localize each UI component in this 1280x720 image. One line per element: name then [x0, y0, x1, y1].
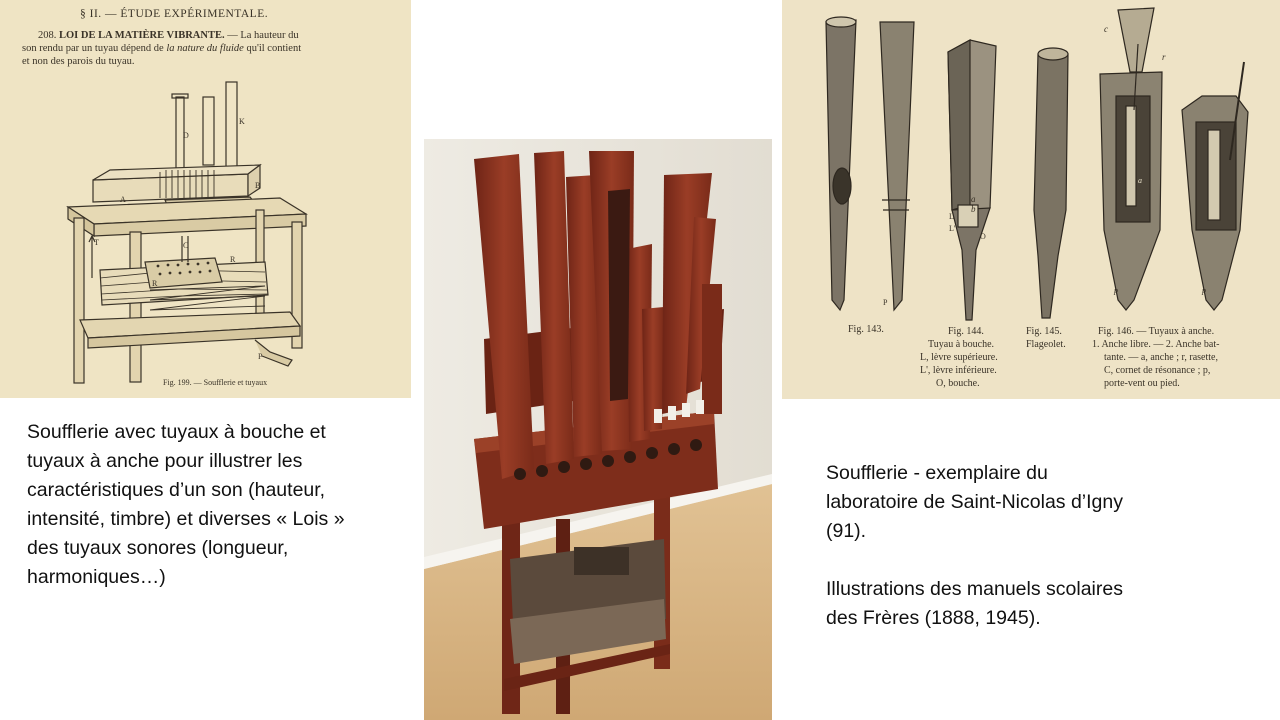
paragraph-text-1: — La hauteur du: [227, 30, 299, 41]
label-r-right: r: [1162, 52, 1166, 62]
engraving-soufflerie: [0, 0, 411, 398]
left-caption: [27, 418, 407, 592]
caption-fig146-line2: tante. — a, anche ; r, rasette,: [1104, 352, 1218, 363]
label-t: T: [94, 238, 99, 247]
caption-spacer: [826, 546, 1246, 575]
photo-drawing: [424, 139, 772, 720]
right-caption-line: Illustrations des manuels scolaires: [826, 578, 1123, 600]
caption-fig143: Fig. 143.: [848, 324, 884, 335]
caption-fig144-title: Fig. 144.: [948, 326, 984, 337]
right-caption-line: Soufflerie - exemplaire du: [826, 462, 1048, 484]
label-b-right: b: [971, 204, 976, 214]
right-caption-line: (91).: [826, 520, 867, 542]
label-c: C: [183, 241, 189, 250]
soufflerie-drawing: [0, 0, 411, 398]
photo-soufflerie: [424, 139, 772, 720]
label-p2: p: [1202, 286, 1206, 295]
right-caption-line: laboratoire de Saint-Nicolas d’Igny: [826, 491, 1123, 513]
right-caption-line: des Frères (1888, 1945).: [826, 607, 1041, 629]
left-caption-line: harmoniques…): [27, 566, 166, 588]
pipe-middle: [203, 97, 214, 165]
caption-fig146-line3: C, cornet de résonance ; p,: [1104, 365, 1211, 376]
paragraph-title: LOI DE LA MATIÈRE VIBRANTE.: [59, 30, 225, 41]
caption-fig145-title: Fig. 145.: [1026, 326, 1062, 337]
label-r2: R: [230, 255, 236, 264]
caption-fig144-line4: O, bouche.: [936, 378, 980, 389]
paragraph-number: 208.: [38, 30, 57, 41]
label-p1: p: [1114, 286, 1118, 295]
left-caption-line: tuyaux à anche pour illustrer les: [27, 450, 303, 472]
paragraph-text-2a: son rendu par un tuyau dépend de: [22, 43, 164, 54]
label-k: K: [239, 117, 245, 126]
label-p: P: [258, 352, 263, 361]
pipe-k: [226, 82, 237, 168]
label-o: O: [980, 232, 986, 241]
label-r1: R: [152, 279, 158, 288]
paragraph-line-3: et non des parois du tuyau.: [22, 56, 135, 67]
caption-fig144-line1: Tuyau à bouche.: [928, 339, 995, 350]
left-caption-line: intensité, timbre) et diverses « Lois »: [27, 508, 345, 530]
caption-fig144-line2: L, lèvre supérieure.: [920, 352, 998, 363]
caption-fig146-line0: Fig. 146. — Tuyaux à anche.: [1098, 326, 1215, 337]
left-caption-line: des tuyaux sonores (longueur,: [27, 537, 289, 559]
label-l1: L: [949, 212, 954, 221]
caption-fig146-line4: porte-vent ou pied.: [1104, 378, 1180, 389]
paragraph-text-2b: la nature du fluide: [166, 43, 244, 54]
label-a: A: [120, 195, 126, 204]
left-caption-line: caractéristiques d’un son (hauteur,: [27, 479, 326, 501]
paragraph-text-2c: qu'il contient: [246, 43, 302, 54]
label-c-right: c: [1104, 24, 1108, 34]
label-p-right: P: [883, 298, 888, 307]
section-heading: § II. — ÉTUDE EXPÉRIMENTALE.: [80, 8, 269, 20]
caption-fig144-line3: L', lèvre inférieure.: [920, 365, 997, 376]
caption-fig145-line1: Flageolet.: [1026, 339, 1066, 350]
label-b: B: [255, 181, 261, 190]
label-d: D: [183, 131, 189, 140]
label-a-right: a: [971, 194, 976, 204]
label-l2: L': [949, 224, 956, 233]
right-caption: [826, 459, 1246, 633]
engraving-tuyaux: [782, 0, 1280, 399]
label-a2: a: [1138, 176, 1142, 185]
caption-fig146-line1: 1. Anche libre. — 2. Anche bat-: [1092, 339, 1220, 350]
figure-caption-199: Fig. 199. — Soufflerie et tuyaux: [163, 378, 268, 387]
left-caption-line: Soufflerie avec tuyaux à bouche et: [27, 421, 326, 443]
